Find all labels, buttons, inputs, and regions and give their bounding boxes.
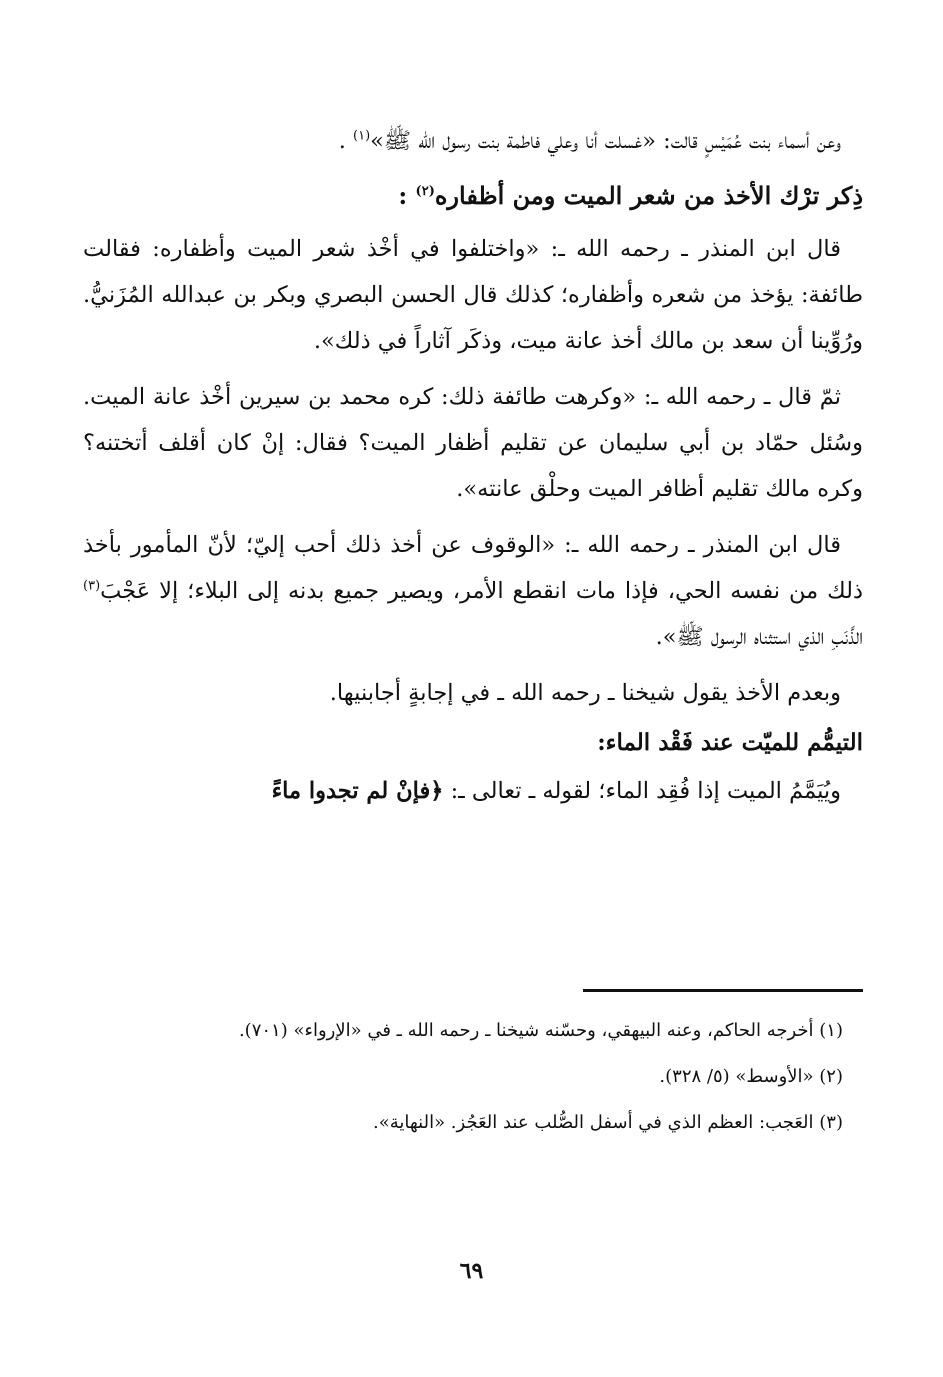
footnote-ref: (٣) — [83, 578, 101, 594]
section-heading-hair-nails — [83, 170, 863, 222]
main-text — [83, 118, 863, 824]
paragraph-asma-narration — [83, 118, 863, 164]
heading-text: ذِكر ترْك الأخذ من شعر الميت ومن أظفاره — [434, 181, 863, 210]
footnote-separator — [583, 989, 863, 992]
footnote-1: (١) أخرجه الحاكم، وعنه البيهقي، وحسّنه شيخنا ـ رحمه الله ـ في «الإرواء» (٧٠١). — [238, 1020, 843, 1041]
page-number: ٦٩ — [459, 1258, 484, 1284]
paragraph-ibn-mundhir-2: ثمّ قال ـ رحمه الله ـ: «وكرهت طائفة ذلك: كره محمد بن سيرين أخْذ عانة الميت. وسُئل حمّاد بن أبي سليمان عن تقليم أظفار الميت؟ فقال: إنْ كان أقلف أتختنه؟ وكره مالك تقليم أظافر الميت وحلْق عانته». — [83, 384, 863, 502]
section-heading-tayammum: التيمُّم للميّت عند فَقْد الماء: — [597, 729, 863, 756]
footnote-ref: (٢) — [415, 184, 435, 199]
paragraph-sheikh-opinion: وبعدم الأخذ يقول شيخنا ـ رحمه الله ـ في إجابةٍ أجابنيها. — [329, 680, 841, 706]
quran-verse: ﴿فإنْ لم تجدوا ماءً — [271, 778, 444, 804]
heading-end: : — [398, 181, 408, 210]
footnote-ref: (١) — [353, 128, 371, 144]
paragraph-end: . — [338, 128, 346, 154]
paragraph-text: ويُيَمَّمُ الميت إذا فُقِد الماء؛ لقوله ـ تعالى ـ: — [450, 778, 841, 804]
paragraph-text: وعن أسماء بنت عُمَيْسٍ قالت: «غسلت أنا وعلي فاطمة بنت رسول الله ﷺ» — [370, 128, 841, 154]
paragraph-text: الذَّنَبِ الذي استثناه الرسول ﷺ». — [655, 624, 863, 650]
paragraph-ibn-mundhir-3 — [83, 522, 863, 660]
footnote-2: (٢) «الأوسط» (٥/ ٣٢٨). — [659, 1066, 843, 1087]
footnotes — [83, 1010, 863, 1148]
footnote-3: (٣) العَجب: العظم الذي في أسفل الصُّلب عند العَجُز. «النهاية». — [372, 1112, 843, 1133]
paragraph-ibn-mundhir-1: قال ابن المنذر ـ رحمه الله ـ: «واختلفوا في أخْذ شعر الميت وأظفاره: فقالت طائفة: يؤخذ من شعره وأظفاره؛ كذلك قال الحسن البصري وبكر بن عبدالله المُزَنيُّ. ورُوِّينا أن سعد بن مالك أخذ عانة ميت، وذكَر آثاراً في ذلك». — [83, 236, 863, 354]
paragraph-text: قال ابن المنذر ـ رحمه الله ـ: «الوقوف عن أخذ ذلك أحب إليّ؛ لأنّ المأمور بأخذ ذلك من نفسه الحي، فإذا مات انقطع الأمر، ويصير جميع بدنه إلى البلاء؛ إلا عَجْبَ — [83, 532, 863, 604]
paragraph-tayammum — [83, 768, 863, 814]
